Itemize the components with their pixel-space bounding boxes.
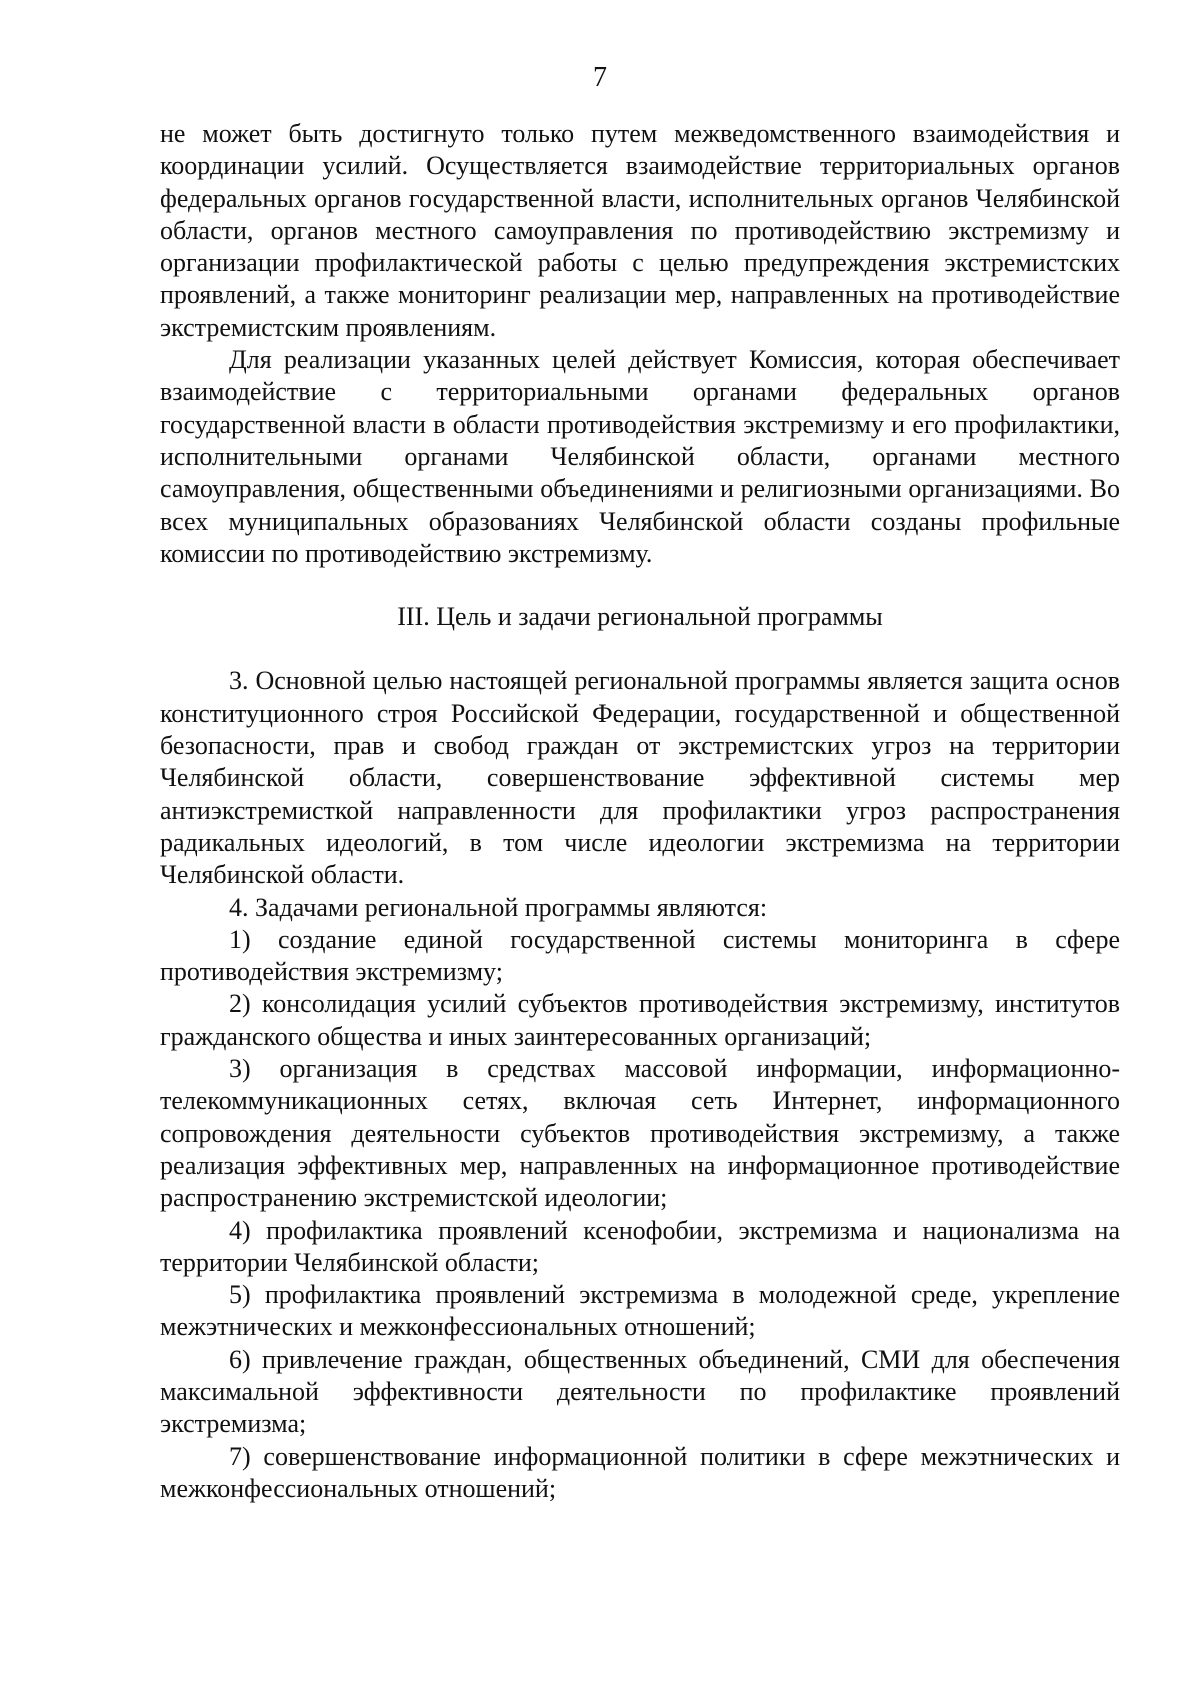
paragraph-continuation: не может быть достигнуто только путем межведомственного взаимодействия и координации усилий. Осуществляется взаимодействие территориальных органов федеральных органов государственной власти, исполнительных органов Челябинской области, органов местного самоуправления по противодействию экстремизму и организации профилактической работы с целью предупреждения экстремистских проявлений, а также мониторинг реализации мер, направленных на противодействие экстремистским проявлениям. [160, 119, 1120, 342]
task-item-2: 2) консолидация усилий субъектов противодействия экстремизму, институтов гражданского общества и иных заинтересованных организаций; [160, 989, 1120, 1051]
task-item-4: 4) профилактика проявлений ксенофобии, экстремизма и национализма на территории Челябинской области; [160, 1215, 1120, 1277]
paragraph-commission: Для реализации указанных целей действует Комиссия, которая обеспечивает взаимодействие с территориальными органами федеральных органов государственной власти в области противодействия экстремизму и его профилактики, исполнительными органами Челябинской области, органами местного самоуправления, общественными объединениями и религиозными организациями. Во всех муниципальных образованиях Челябинской области созданы профильные комиссии по противодействию экстремизму. [160, 345, 1120, 568]
paragraph-goal: 3. Основной целью настоящей региональной программы является защита основ конституционного строя Российской Федерации, государственной и общественной безопасности, прав и свобод граждан от экстремистских угроз на территории Челябинской области, совершенствование эффективной системы мер антиэкстремисткой направленности для профилактики угроз распространения радикальных идеологий, в том числе идеологии экстремизма на территории Челябинской области. [160, 666, 1120, 890]
document-body [160, 118, 1120, 1505]
task-list [160, 924, 1120, 1505]
section-heading: III. Цель и задачи региональной программы [397, 602, 883, 632]
task-item-1: 1) создание единой государственной системы мониторинга в сфере противодействия экстремизму; [160, 924, 1120, 987]
paragraph-tasks-intro: 4. Задачами региональной программы являются: [229, 892, 768, 922]
page-number: 7 [593, 62, 607, 93]
task-item-5: 5) профилактика проявлений экстремизма в молодежной среде, укрепление межэтнических и межконфессиональных отношений; [160, 1280, 1120, 1342]
task-item-3: 3) организация в средствах массовой информации, информационно-телекоммуникационных сетях, включая сеть Интернет, информационного сопровождения деятельности субъектов противодействия экстремизму, а также реализация эффективных мер, направленных на информационное противодействие распространению экстремистской идеологии; [160, 1054, 1120, 1213]
task-item-6: 6) привлечение граждан, общественных объединений, СМИ для обеспечения максимальной эффективности деятельности по профилактике проявлений экстремизма; [160, 1344, 1120, 1439]
task-item-7: 7) совершенствование информационной политики в сфере межэтнических и межконфессиональных отношений; [160, 1441, 1120, 1503]
